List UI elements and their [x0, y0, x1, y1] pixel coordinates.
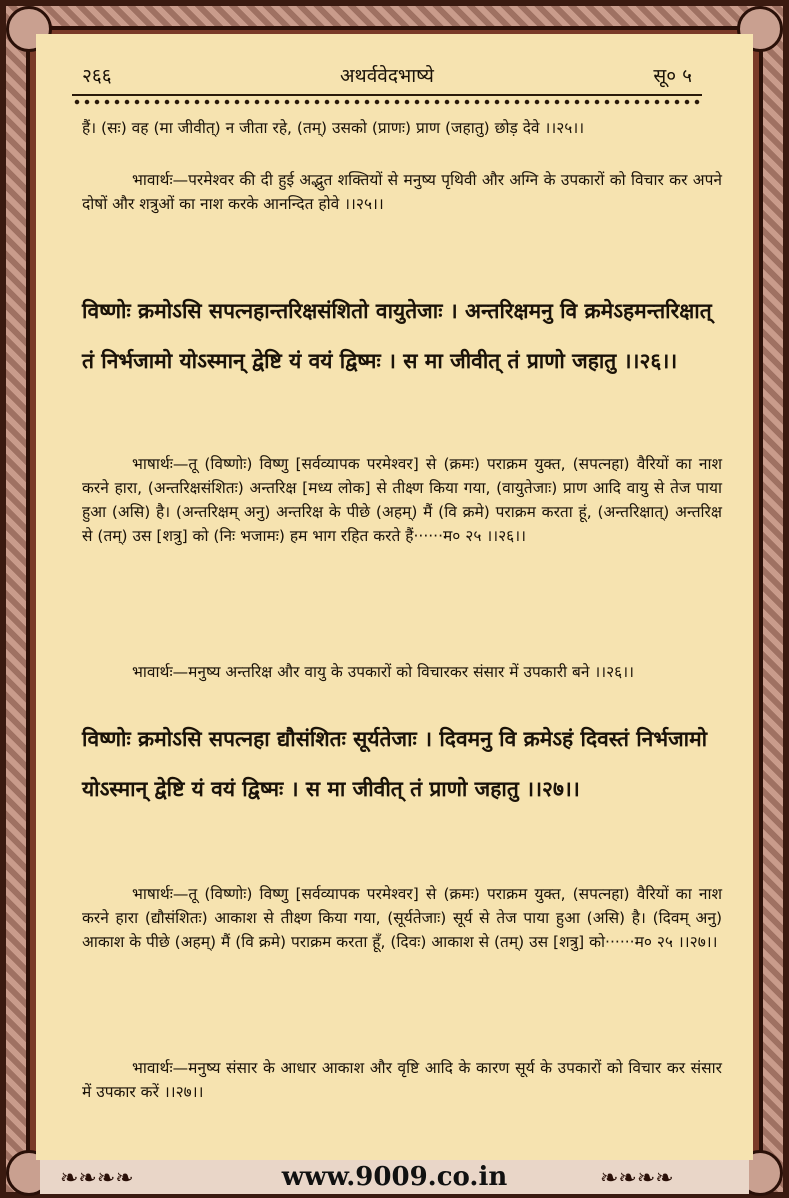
header-divider [72, 94, 702, 106]
page-number: २६६ [82, 65, 112, 87]
website-url: www.9009.co.in [281, 1162, 508, 1192]
sukta-number: सू० ५ [653, 65, 692, 87]
bhavartha-26: भावार्थः—मनुष्य अन्तरिक्ष और वायु के उपकारों को विचारकर संसार में उपकारी बने ।।२६।। [132, 663, 634, 681]
bhasharth-26: भाषार्थः—तू (विष्णोः) विष्णु [सर्वव्यापक परमेश्वर] से (क्रमः) पराक्रम युक्त, (सपत्नहा) वैरियों का नाश करने हारा, (अन्तरिक्षसंशितः) अन्तरिक्ष [मध्य लोक] से तीक्ष्ण किया गया, (वायुतेजाः) प्राण आदि वायु से तेज पाया हुआ (असि) है। (अन्तरिक्षम् अनु) अन्तरिक्ष के पीछे (अहम्) मैं (वि क्रमे) पराक्रम करता हूं, (अन्तरिक्षात्) अन्तरिक्ष से (तम्) उस [शत्रु] को (निः भजामः) हम भाग रहित करते हैं······म० २५ ।।२६।। [82, 455, 722, 545]
page-header [82, 62, 692, 92]
scroll-ornament-icon: ❧❧❧❧ [60, 1166, 134, 1191]
book-page [36, 34, 753, 1160]
bhavartha-25: भावार्थः—परमेश्वर की दी हुई अद्भुत शक्तियों से मनुष्य पृथिवी और अग्नि के उपकारों को विचार कर अपने दोषों और शत्रुओं का नाश करके आनन्दित होवे ।।२५।। [82, 171, 722, 213]
scroll-ornament-icon: ❧❧❧❧ [600, 1166, 674, 1191]
bhasharth-27: भाषार्थः—तू (विष्णोः) विष्णु [सर्वव्यापक परमेश्वर] से (क्रमः) पराक्रम युक्त, (सपत्नहा) वैरियों का नाश करने हारा (द्यौसंशितः) आकाश से तीक्ष्ण किया गया, (सूर्यतेजाः) सूर्य से तेज पाया हुआ (असि) है। (दिवम् अनु) आकाश के पीछे (अहम्) मैं (वि क्रमे) पराक्रम करता हूँ, (दिवः) आकाश से (तम्) उस [शत्रु] को······म० २५ ।।२७।। [82, 885, 722, 951]
bhavartha-27: भावार्थः—मनुष्य संसार के आधार आकाश और वृष्टि आदि के कारण सूर्य के उपकारों को विचार कर संसार में उपकार करें ।।२७।। [82, 1059, 722, 1101]
mantra-26: विष्णोः क्रमोऽसि सपत्नहान्तरिक्षसंशितो वायुतेजाः । अन्तरिक्षमनु वि क्रमेऽहमन्तरिक्षात् तं निर्भजामो योऽस्मान् द्वेष्टि यं वयं द्विष्मः । स मा जीवीत् तं प्राणो जहातु ।।२६।। [82, 298, 712, 373]
book-title: अथर्ववेदभाष्ये [340, 65, 434, 87]
mantra-27: विष्णोः क्रमोऽसि सपत्नहा द्यौसंशितः सूर्यतेजाः । दिवमनु वि क्रमेऽहं दिवस्तं निर्भजामो योऽस्मान् द्वेष्टि यं वयं द्विष्मः । स मा जीवीत् तं प्राणो जहातु ।।२७।। [82, 726, 708, 801]
paragraph-continuation: हैं। (सः) वह (मा जीवीत्) न जीता रहे, (तम्) उसको (प्राणः) प्राण (जहातु) छोड़ देवे ।।२५।। [82, 119, 585, 137]
